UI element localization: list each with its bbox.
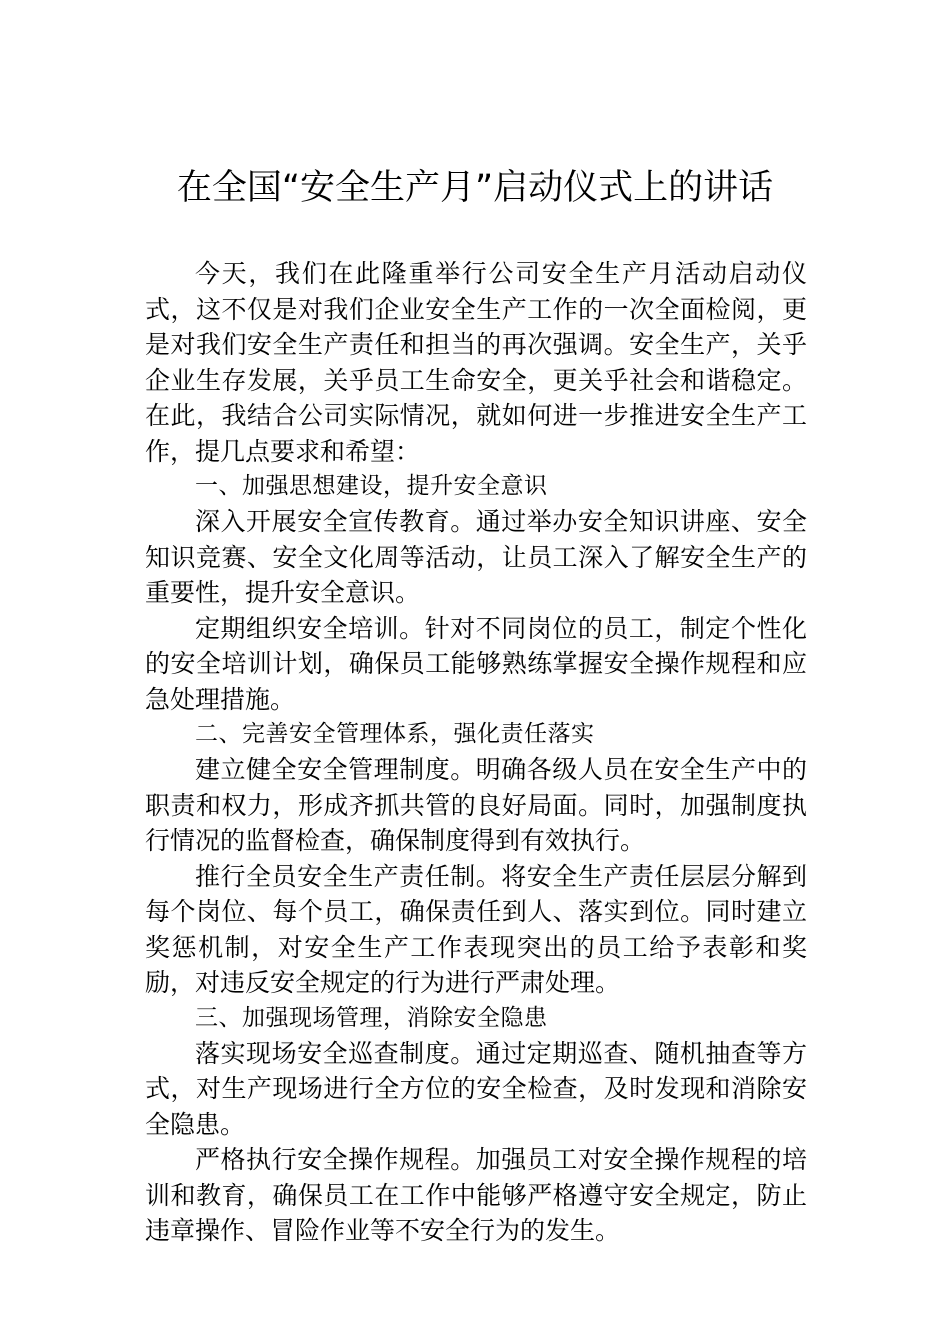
section-heading-2: 二、完善安全管理体系，强化责任落实 (195, 721, 595, 747)
paragraph-management-system: 建立健全安全管理制度。明确各级人员在安全生产中的职责和权力，形成齐抓共管的良好局面。同时，加强制度执行情况的监督检查，确保制度得到有效执行。 (145, 755, 807, 855)
paragraph-responsibility-system: 推行全员安全生产责任制。将安全生产责任层层分解到每个岗位、每个员工，确保责任到人、落实到位。同时建立奖惩机制，对安全生产工作表现突出的员工给予表彰和奖励，对违反安全规定的行为进行严肃处理。 (145, 861, 807, 997)
document-body (145, 256, 807, 1249)
paragraph-safety-training: 定期组织安全培训。针对不同岗位的员工，制定个性化的安全培训计划，确保员工能够熟练掌握安全操作规程和应急处理措施。 (145, 613, 807, 714)
paragraph-intro: 今天，我们在此隆重举行公司安全生产月活动启动仪式，这不仅是对我们企业安全生产工作的一次全面检阅，更是对我们安全生产责任和担当的再次强调。安全生产，关乎企业生存发展，关乎员工生命安全，更关乎社会和谐稳定。在此，我结合公司实际情况，就如何进一步推进安全生产工作，提几点要求和希望： (145, 259, 807, 466)
paragraph-operating-rules: 严格执行安全操作规程。加强员工对安全操作规程的培训和教育，确保员工在工作中能够严格遵守安全规定，防止违章操作、冒险作业等不安全行为的发生。 (145, 1145, 807, 1245)
paragraph-safety-education: 深入开展安全宣传教育。通过举办安全知识讲座、安全知识竞赛、安全文化周等活动，让员工深入了解安全生产的重要性，提升安全意识。 (145, 507, 807, 607)
document-title: 在全国“安全生产月”启动仪式上的讲话 (176, 168, 774, 208)
section-heading-3: 三、加强现场管理，消除安全隐患 (195, 1004, 548, 1031)
section-heading-1: 一、加强思想建设，提升安全意识 (195, 473, 548, 499)
paragraph-site-inspection: 落实现场安全巡查制度。通过定期巡查、随机抽查等方式，对生产现场进行全方位的安全检查，及时发现和消除安全隐患。 (145, 1038, 807, 1139)
